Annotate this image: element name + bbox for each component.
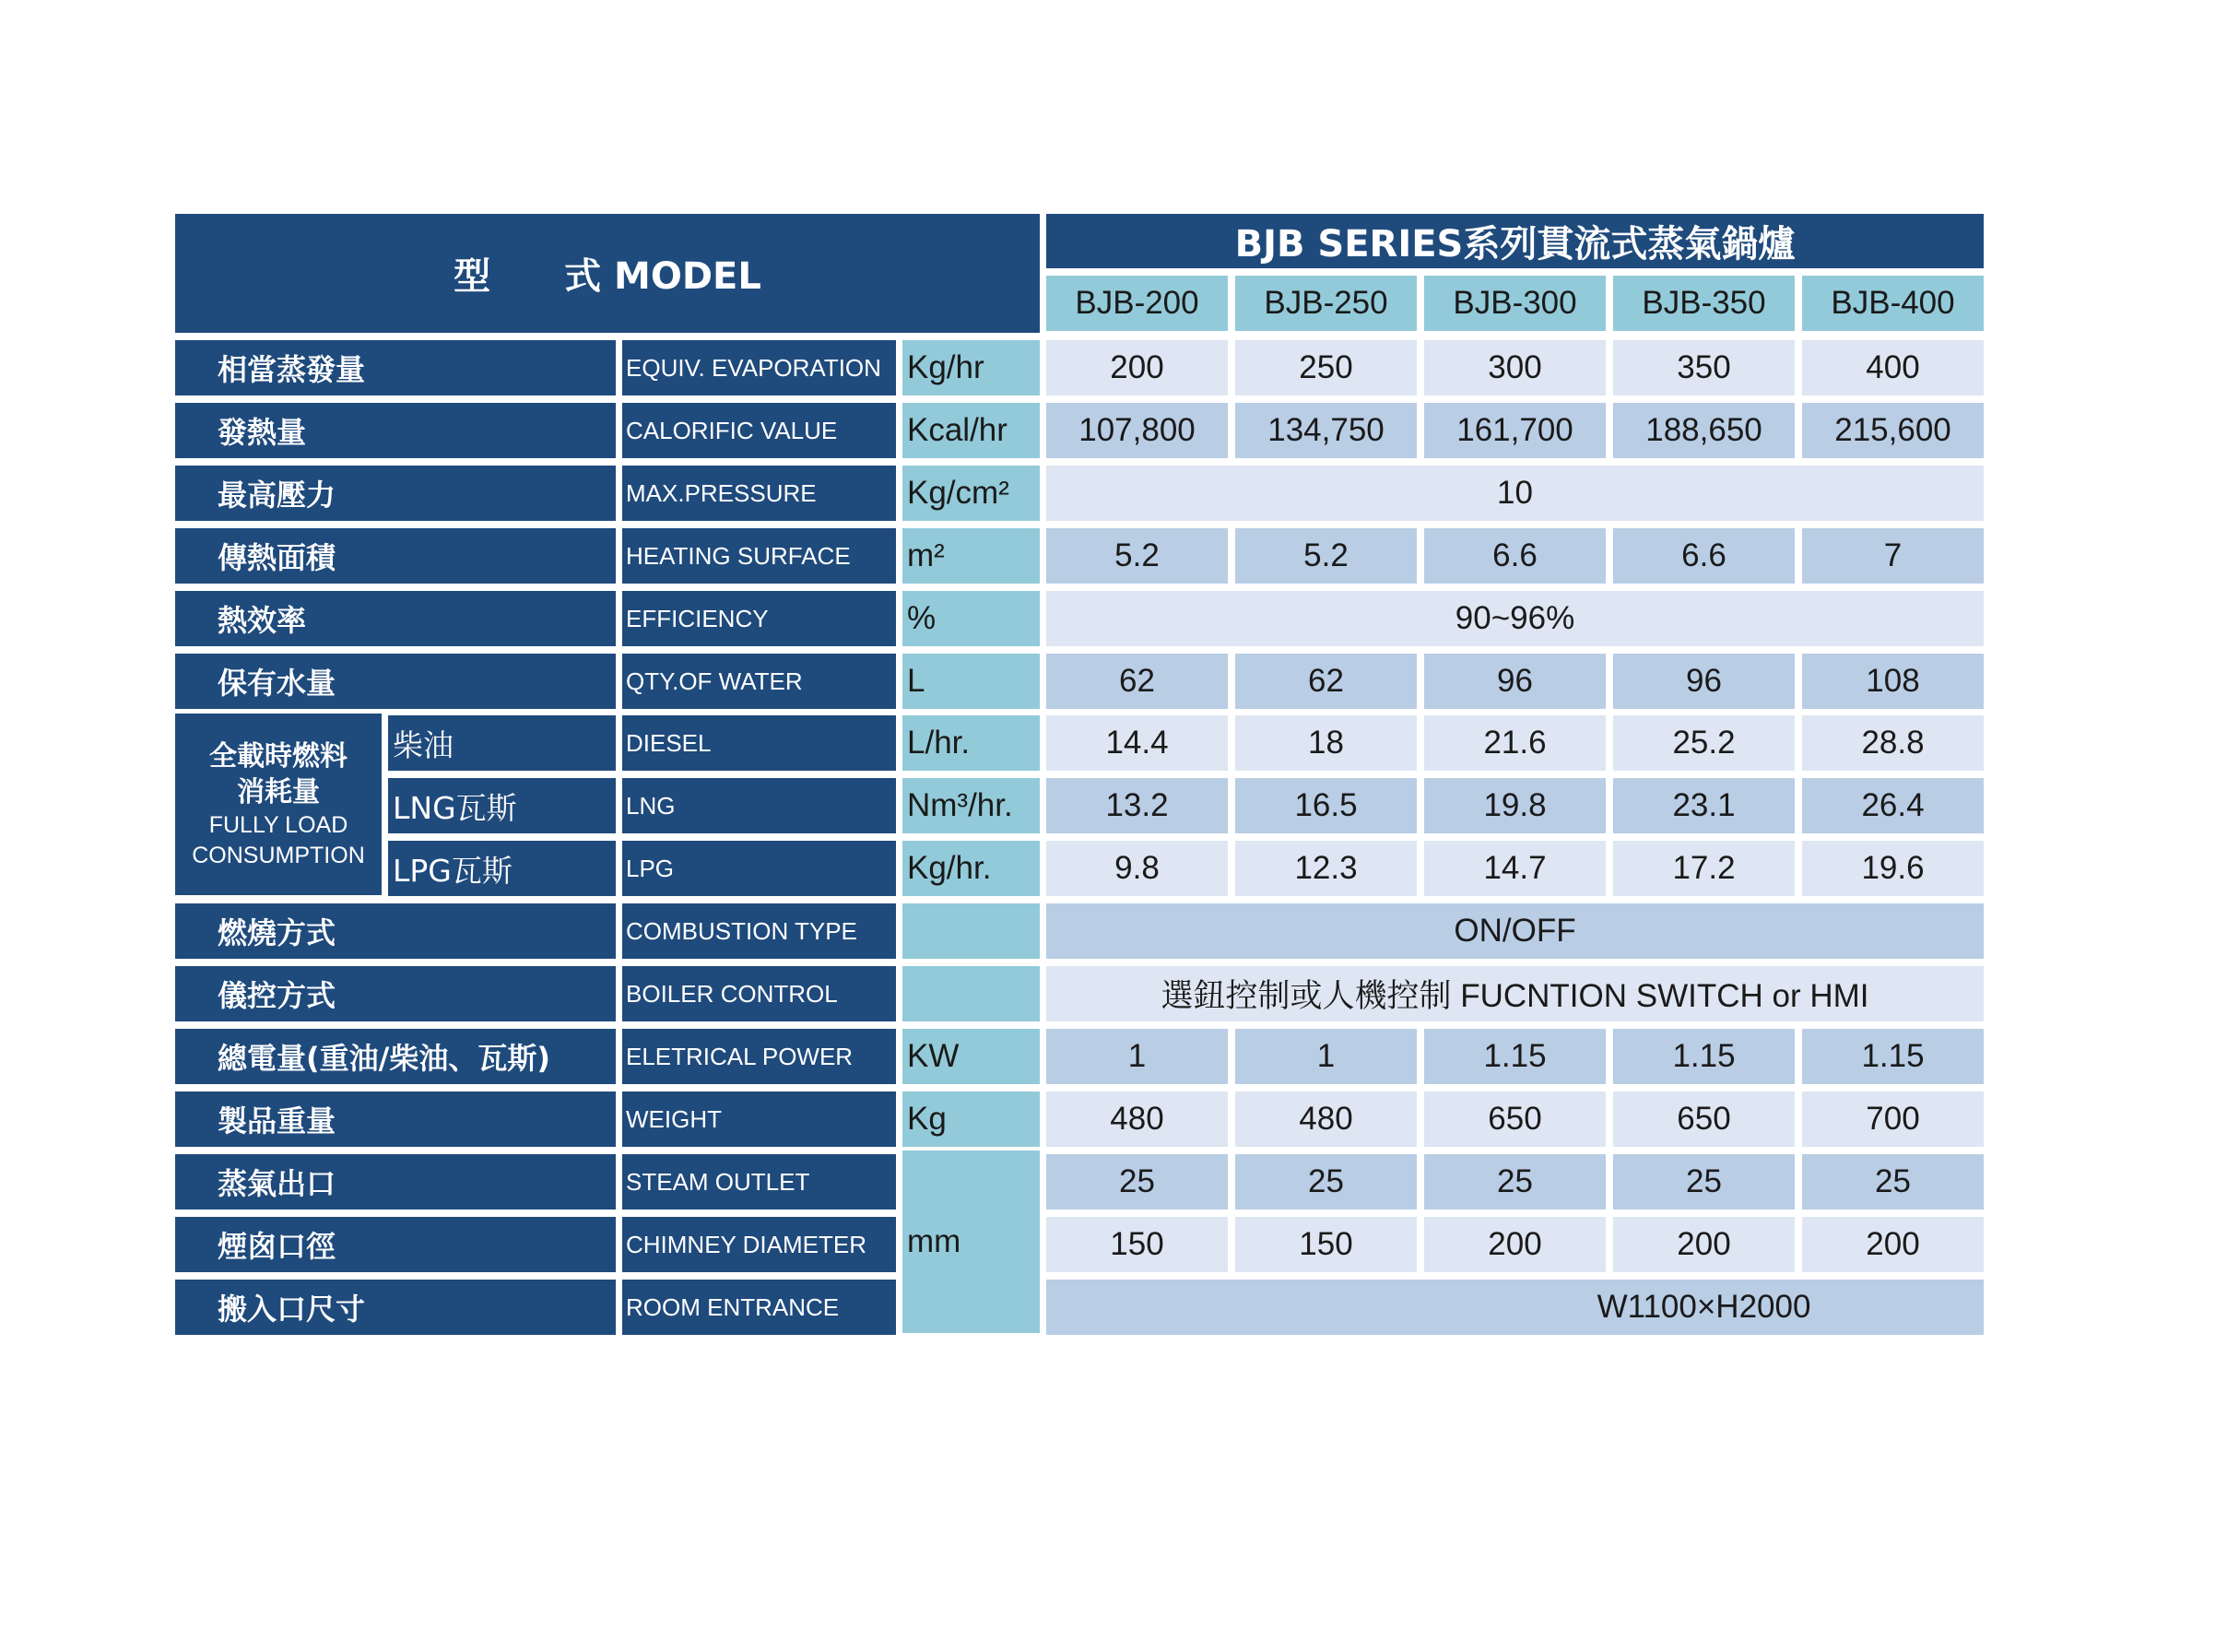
spec-value: 1.15 — [1613, 1029, 1795, 1084]
spec-value: 28.8 — [1802, 715, 1984, 771]
spec-value: 25 — [1424, 1154, 1606, 1210]
spec-label-zh: 熱效率 — [175, 591, 616, 646]
spec-label-en: DIESEL — [622, 715, 896, 771]
spec-value: 14.7 — [1424, 841, 1606, 896]
model-column-header: BJB-350 — [1613, 276, 1795, 331]
boiler-spec-table — [175, 214, 1984, 1333]
fuel-type-label: LPG瓦斯 — [388, 841, 616, 896]
spec-unit: Kg/hr — [902, 340, 1040, 395]
spec-value: 200 — [1613, 1217, 1795, 1272]
spec-label-zh: 最高壓力 — [175, 466, 616, 521]
spec-value-merged: ON/OFF — [1046, 903, 1984, 959]
spec-value: 300 — [1424, 340, 1606, 395]
spec-value: 150 — [1235, 1217, 1417, 1272]
spec-unit: KW — [902, 1029, 1040, 1084]
model-column-header: BJB-200 — [1046, 276, 1228, 331]
spec-label-en: COMBUSTION TYPE — [622, 903, 896, 959]
spec-value: 7 — [1802, 528, 1984, 584]
model-column-header: BJB-400 — [1802, 276, 1984, 331]
spec-label-zh: 煙囪口徑 — [175, 1217, 616, 1272]
spec-unit: m² — [902, 528, 1040, 584]
fuel-group-zh-line2: 消耗量 — [237, 776, 320, 808]
spec-value: 215,600 — [1802, 403, 1984, 458]
spec-value: 480 — [1046, 1092, 1228, 1147]
spec-value: 200 — [1424, 1217, 1606, 1272]
spec-value: 62 — [1235, 654, 1417, 709]
fuel-consumption-group-label — [175, 714, 382, 895]
spec-value-merged: W1100×H2000 — [1424, 1280, 1984, 1335]
spec-label-zh: 搬入口尺寸 — [175, 1280, 616, 1335]
spec-value: 19.8 — [1424, 778, 1606, 833]
spec-value: 350 — [1613, 340, 1795, 395]
spec-value: 19.6 — [1802, 841, 1984, 896]
spec-unit: Nm³/hr. — [902, 778, 1040, 833]
spec-label-zh: 總電量(重油/柴油、瓦斯) — [175, 1029, 616, 1084]
spec-label-en: CALORIFIC VALUE — [622, 403, 896, 458]
spec-value: 200 — [1046, 340, 1228, 395]
spec-label-en: ROOM ENTRANCE — [622, 1280, 896, 1335]
spec-label-en: EFFICIENCY — [622, 591, 896, 646]
series-title: BJB SERIES系列貫流式蒸氣鍋爐 — [1234, 223, 1796, 266]
spec-value: 108 — [1802, 654, 1984, 709]
spec-value: 134,750 — [1235, 403, 1417, 458]
mm-unit-label: mm — [907, 1223, 961, 1259]
spec-value: 150 — [1046, 1217, 1228, 1272]
spec-value: 9.8 — [1046, 841, 1228, 896]
spec-label-en: CHIMNEY DIAMETER — [622, 1217, 896, 1272]
spec-value: 18 — [1235, 715, 1417, 771]
spec-label-en: HEATING SURFACE — [622, 528, 896, 584]
spec-label-en: ELETRICAL POWER — [622, 1029, 896, 1084]
spec-value: 1.15 — [1424, 1029, 1606, 1084]
spec-unit: Kg/hr. — [902, 841, 1040, 896]
spec-value-merged: 10 — [1046, 466, 1984, 521]
spec-value: 5.2 — [1235, 528, 1417, 584]
spec-label-en: WEIGHT — [622, 1092, 896, 1147]
spec-value: 25 — [1235, 1154, 1417, 1210]
spec-value: 16.5 — [1235, 778, 1417, 833]
spec-label-en: MAX.PRESSURE — [622, 466, 896, 521]
spec-label-en: BOILER CONTROL — [622, 966, 896, 1021]
spec-unit: L/hr. — [902, 715, 1040, 771]
spec-label-zh: 保有水量 — [175, 654, 616, 709]
fuel-group-en-line2: CONSUMPTION — [192, 842, 365, 868]
spec-label-zh: 發熱量 — [175, 403, 616, 458]
spec-value: 13.2 — [1046, 778, 1228, 833]
spec-value: 62 — [1046, 654, 1228, 709]
spec-label-en: STEAM OUTLET — [622, 1154, 896, 1210]
spec-value: 23.1 — [1613, 778, 1795, 833]
spec-value: 26.4 — [1802, 778, 1984, 833]
spec-value: 6.6 — [1424, 528, 1606, 584]
model-column-header: BJB-250 — [1235, 276, 1417, 331]
spec-value: 96 — [1613, 654, 1795, 709]
spec-value: 5.2 — [1046, 528, 1228, 584]
spec-label-en: LNG — [622, 778, 896, 833]
spec-label-en: QTY.OF WATER — [622, 654, 896, 709]
model-column-header: BJB-300 — [1424, 276, 1606, 331]
spec-label-zh: 傳熱面積 — [175, 528, 616, 584]
spec-value: 25 — [1802, 1154, 1984, 1210]
spec-value: 107,800 — [1046, 403, 1228, 458]
spec-value: 200 — [1802, 1217, 1984, 1272]
fuel-group-en-line1: FULLY LOAD — [208, 812, 348, 838]
spec-value: 17.2 — [1613, 841, 1795, 896]
spec-value: 12.3 — [1235, 841, 1417, 896]
spec-unit: % — [902, 591, 1040, 646]
spec-value-merged: 90~96% — [1046, 591, 1984, 646]
fuel-type-label: LNG瓦斯 — [388, 778, 616, 833]
spec-value: 25.2 — [1613, 715, 1795, 771]
series-title-cell — [1046, 214, 1984, 268]
spec-label-zh: 儀控方式 — [175, 966, 616, 1021]
spec-value: 21.6 — [1424, 715, 1606, 771]
spec-unit: Kg — [902, 1092, 1040, 1147]
spec-value: 161,700 — [1424, 403, 1606, 458]
spec-label-zh: 燃燒方式 — [175, 903, 616, 959]
spec-value: 1 — [1235, 1029, 1417, 1084]
model-header-cell — [175, 214, 1040, 333]
spec-label-zh: 相當蒸發量 — [175, 340, 616, 395]
fuel-type-label: 柴油 — [388, 715, 616, 771]
spec-unit — [902, 903, 1040, 959]
spec-value: 1.15 — [1802, 1029, 1984, 1084]
spec-value-merged: 選鈕控制或人機控制 FUCNTION SWITCH or HMI — [1046, 966, 1984, 1021]
spec-value: 650 — [1613, 1092, 1795, 1147]
spec-value: 14.4 — [1046, 715, 1228, 771]
spec-label-en: LPG — [622, 841, 896, 896]
model-header-label: 型 式 MODEL — [454, 255, 761, 298]
spec-value: 480 — [1235, 1092, 1417, 1147]
spec-value: 700 — [1802, 1092, 1984, 1147]
spec-value: 25 — [1046, 1154, 1228, 1210]
spec-unit — [902, 966, 1040, 1021]
spec-value: 650 — [1424, 1092, 1606, 1147]
spec-value: 25 — [1613, 1154, 1795, 1210]
fuel-group-zh-line1: 全載時燃料 — [209, 740, 348, 773]
spec-label-zh: 蒸氣出口 — [175, 1154, 616, 1210]
spec-value: 1 — [1046, 1029, 1228, 1084]
spec-value: 6.6 — [1613, 528, 1795, 584]
spec-value: 96 — [1424, 654, 1606, 709]
spec-label-en: EQUIV. EVAPORATION — [622, 340, 896, 395]
mm-unit-cell — [902, 1150, 1040, 1333]
spec-unit: L — [902, 654, 1040, 709]
spec-unit: Kcal/hr — [902, 403, 1040, 458]
spec-value: 400 — [1802, 340, 1984, 395]
spec-value: 250 — [1235, 340, 1417, 395]
spec-value-merged — [1046, 1280, 1424, 1335]
spec-value: 188,650 — [1613, 403, 1795, 458]
spec-label-zh: 製品重量 — [175, 1092, 616, 1147]
spec-unit: Kg/cm² — [902, 466, 1040, 521]
